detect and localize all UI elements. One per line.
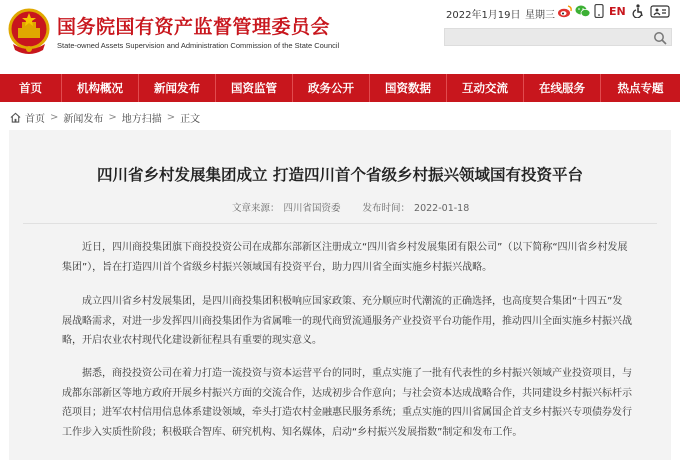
date-label: 发布时间：	[362, 203, 411, 214]
article-paragraph: 成立四川省乡村发展集团，是四川商投集团积极响应国家政策、充分顺应时代潮流的正确选择，也高度契合集团“十四五”发展战略需求，对进一步发挥四川商投集团作为省属唯一的现代商贸流通服务产业投资平台功能作用，推动四川全面实施乡村振兴战略，开启农业农村现代化建设新征程具有重要的现实意义。	[62, 296, 632, 346]
nav-item-data[interactable]: 国资数据	[370, 74, 447, 102]
search-input[interactable]	[444, 28, 672, 46]
english-link[interactable]: EN	[609, 5, 626, 18]
breadcrumb-separator: >	[50, 112, 59, 123]
breadcrumb-separator: >	[166, 112, 176, 123]
divider	[23, 223, 657, 224]
breadcrumb-news[interactable]: 新闻发布	[63, 114, 104, 125]
accessibility-icon[interactable]	[630, 4, 646, 18]
nav-item-online-service[interactable]: 在线服务	[524, 74, 601, 102]
breadcrumb	[10, 110, 200, 125]
article-title: 四川省乡村发展集团成立 打造四川首个省级乡村振兴领域国有投资平台	[97, 166, 583, 184]
home-icon	[10, 112, 21, 123]
search-icon[interactable]	[653, 31, 667, 45]
breadcrumb-current: 正文	[180, 114, 201, 125]
nav-item-public-affairs[interactable]: 政务公开	[293, 74, 370, 102]
article-paragraph: 近日，四川商投集团旗下商投投资公司在成都东部新区注册成立“四川省乡村发展集团有限公司”（以下简称“四川省乡村发展集团”），旨在打造四川首个省级乡村振兴领域国有投资平台，助力四川省全面实施乡村振兴战略。	[62, 242, 628, 273]
elder-mode-icon[interactable]	[650, 4, 670, 18]
article-paragraph: 据悉，商投投资公司在着力打造一流投资与资本运营平台的同时，重点实施了一批有代表性的乡村振兴领域产业投资项目，与成都东部新区等地方政府开展乡村振兴方面的交流合作，达成初步合作意向；与社会资本达成战略合作，共同建设乡村振兴标杆示范项目；进军农村信用信息体系建设领域，牵头打造农村金融惠民服务系统；重点实施的四川省属国企首支乡村振兴专项债券发行工作步入实质性阶段；积极联合智库、研究机构、知名媒体，启动“乡村振兴发展指数”制定和发布工作。	[62, 368, 632, 438]
site-subtitle: State-owned Assets Supervision and Administration Commission of the State Council	[57, 41, 340, 50]
source-label: 文章来源：	[232, 203, 280, 214]
breadcrumb-local-scan[interactable]: 地方扫描	[121, 114, 162, 125]
article-date: 2022-01-18	[414, 203, 470, 214]
site-header	[0, 0, 680, 70]
article-panel	[9, 130, 671, 460]
nav-item-news[interactable]: 新闻发布	[139, 74, 216, 102]
nav-item-interaction[interactable]: 互动交流	[447, 74, 524, 102]
current-weekday: 星期三	[525, 10, 555, 21]
national-emblem-icon[interactable]	[8, 8, 50, 56]
main-nav	[0, 74, 680, 102]
current-date: 2022年1月19日	[446, 10, 521, 21]
article-meta	[232, 200, 473, 214]
nav-item-topics[interactable]: 热点专题	[617, 81, 664, 95]
nav-item-supervision[interactable]: 国资监管	[216, 74, 293, 102]
breadcrumb-separator: >	[108, 112, 117, 123]
nav-item-home[interactable]: 首页	[0, 74, 62, 102]
site-title[interactable]: 国务院国有资产监督管理委员会	[57, 16, 331, 38]
mobile-icon[interactable]	[593, 4, 605, 18]
wechat-icon[interactable]	[575, 4, 591, 18]
breadcrumb-home[interactable]: 首页	[25, 114, 45, 125]
nav-item-organization[interactable]: 机构概况	[62, 74, 139, 102]
weibo-icon[interactable]	[557, 4, 573, 18]
article-source: 四川省国资委	[283, 203, 341, 214]
